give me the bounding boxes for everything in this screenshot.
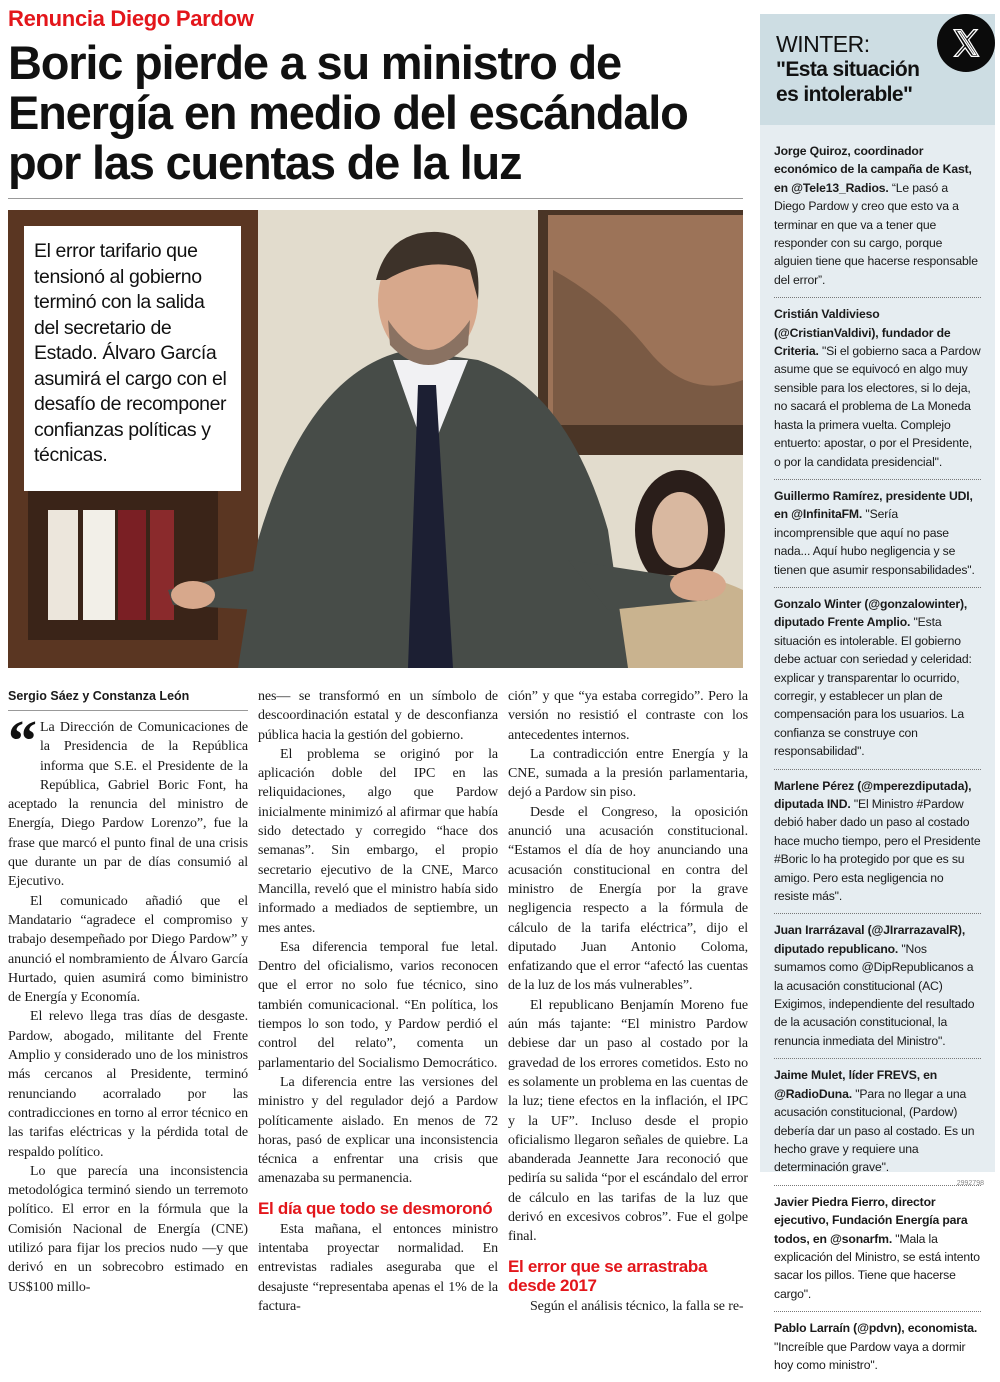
photo-caption: El error tarifario que tensionó al gobierno terminó con la salida del secretario de Estado. Álvaro García asumirá el cargo con el desafío de recomponer confianzas políticas y técnicas. [24, 226, 241, 491]
reaction-item [774, 1186, 981, 1312]
sidebar-header [760, 14, 995, 125]
reaction-quote: "Para no llegar a una acusación constitucional, (Pardow) debería dar un paso al costado. Es un hecho grave y requiere una determinación grave". [774, 1086, 975, 1175]
paragraph: La Dirección de Comunicaciones de la Presidencia de la República informa que S.E. el Presidente de la República, Gabriel Boric Font, ha aceptado la renuncia del ministro de Energía, Diego Pardow Lorenzo”, fue la frase que marcó el punto final de una crisis que durante un par de días consumió al Ejecutivo. [8, 720, 248, 890]
paragraph: nes— se transformó en un símbolo de descoordinación estatal y de desconfianza pública hacia la gestión del gobierno. [258, 689, 498, 743]
quote-mark-icon: “ [8, 708, 37, 773]
reaction-quote: "Mala la explicación del Ministro, se está intento sacar los pillos. Tiene que hacerse cargo". [774, 1231, 980, 1301]
reaction-author: Pablo Larraín (@pdvn), economista. [774, 1321, 978, 1336]
reaction-item [774, 298, 981, 480]
kicker: Renuncia Diego Pardow [8, 6, 254, 31]
reaction-quote: "El Ministro #Pardow debió haber dado un paso al costado hace mucho tiempo, pero el Presidente #Boric lo ha protegido por que es su amigo. Pero esta negligencia no resiste más". [774, 797, 981, 904]
paragraph: El relevo llega tras días de desgaste. Pardow, abogado, militante del Frente Amplio y considerado uno de los ministros más cercanos al Presidente, terminó renunciando acorralado por las contradicciones en torno al error técnico en las tarifas eléctricas y la pérdida total de respaldo político. [8, 1009, 248, 1160]
reaction-quote: "Sería incomprensible que aquí no pase nada... Aquí hubo negligencia y se tienen que asumir responsabilidades". [774, 507, 975, 577]
reaction-item [774, 770, 981, 915]
paragraph: El problema se originó por la aplicación doble del IPC en las reliquidaciones, algo que Pardow inicialmente minimizó al afirmar que había sido detectado y corregido “hace dos semanas”. Sin embargo, el propio secretario ejecutivo de la CNE, Marco Mancilla, reveló que el ministro había sido informado a mediados de septiembre, un mes antes. [258, 746, 498, 936]
page-code: 2992798 [956, 1180, 984, 1187]
sidebar-title-quote: "Esta situación es intolerable" [776, 58, 920, 106]
paragraph: Esta mañana, el entonces ministro intentaba proyectar normalidad. En entrevistas radiales aseguraba que el desajuste “representaba apenas el 1% de la factura- [258, 1221, 498, 1314]
paragraph: Desde el Congreso, la oposición anunció una acusación constitucional. “Estamos el día de hoy anunciando una acusación constitucional en contra del ministro de Energía por la grave negligencia respecto a la fórmula de cálculo de la tarifa eléctrica”, dijo el diputado Juan Antonio Coloma, enfatizando que el error “afectó las cuentas de la luz de los más vulnerables”. [508, 804, 748, 994]
reaction-quote: “Le pasó a Diego Pardow y creo que esto va a terminar en que va a tener que responder con su cargo, porque alguien tiene que hacerse responsable del error”. [774, 180, 978, 287]
reaction-author: Jaime Mulet, líder FREVS, en @RadioDuna. [774, 1068, 938, 1101]
article-column-1 [8, 708, 248, 1297]
reaction-quote: "Esta situación es intolerable. El gobierno debe actuar con seriedad y celeridad: explicar y transparentar lo ocurrido, corregir, y establecer un plan de compensación para los usuarios. La confianza se construye con responsabilidad". [774, 615, 972, 759]
subheading: El error que se arrastraba desde 2017 [508, 1256, 708, 1295]
reaction-author: Jorge Quiroz, coordinador económico de la campaña de Kast, en @Tele13_Radios. [774, 144, 972, 195]
reaction-author: Gonzalo Winter (@gonzalowinter), diputado Frente Amplio. [774, 596, 968, 630]
reaction-list [760, 125, 995, 1382]
article-column-3 [508, 687, 748, 1316]
reaction-author: Juan Irarrázaval (@JIrarrazavalR), diputado republicano. [774, 923, 966, 956]
reaction-quote: "Si el gobierno saca a Pardow asume que se equivocó en algo muy sensible para los electores, si lo deja, no sacará el problema de La Moneda hasta la primera vuelta. Complejo entuerto: apostar, o por el Presidente, o por la candidata presidencial". [774, 344, 981, 469]
divider [8, 198, 743, 199]
sidebar-title-name: WINTER: [776, 31, 870, 57]
reaction-author: Cristián Valdivieso (@CristianValdivi), fundador de Criteria. [774, 307, 951, 359]
headline: Boric pierde a su ministro de Energía en medio del escándalo por las cuentas de la luz [8, 36, 688, 189]
reaction-quote: "Nos sumamos como @DipRepublicanos a la acusación constitucional (AC) Exigimos, independiente del resultado de la acusación constitucional, la renuncia inmediata del Ministro". [774, 941, 975, 1048]
reaction-item [774, 1059, 981, 1185]
reaction-author: Javier Piedra Fierro, director ejecutivo, Fundación Energía para todos, en @sonarfm. [774, 1194, 968, 1246]
paragraph: La contradicción entre Energía y la CNE, sumada a la presión parlamentaria, dejó a Pardow sin piso. [508, 746, 748, 801]
reaction-item [774, 914, 981, 1059]
subheading: El día que todo se desmoronó [258, 1198, 493, 1218]
reaction-author: Marlene Pérez (@mperezdiputada), diputada IND. [774, 778, 972, 811]
paragraph: Según el análisis técnico, la falla se re- [530, 1298, 744, 1314]
x-logo-icon [937, 14, 995, 72]
paragraph: La diferencia entre las versiones del ministro y del regulador dejó a Pardow políticamente aislado. En menos de 72 horas, pasó de explicar una inconsistencia técnica a enfrentar una crisis que amenazaba su permanencia. [258, 1074, 498, 1187]
reaction-item [774, 480, 981, 588]
reaction-author: Guillermo Ramírez, presidente UDI, en @InfinitaFM. [774, 488, 973, 522]
byline: Sergio Sáez y Constanza León [8, 688, 248, 711]
article-photo [8, 210, 743, 668]
paragraph: Esa diferencia temporal fue letal. Dentro del oficialismo, varios reconocen que el error no solo fue técnico, sino también comunicacional. “En política, los tiempos lo son todo, y Pardow perdió el control del relato”, comenta un parlamentario del Socialismo Democrático. [258, 939, 498, 1071]
article-column-2 [258, 687, 498, 1316]
paragraph: El republicano Benjamín Moreno fue aún más tajante: “El ministro Pardow debiese dar un paso al costado por la gravedad de los errores cometidos. Esto no es solamente un problema en las cuentas de la luz; tiene efectos en la inflación, el IPC y la UF”. Incluso desde el propio oficialismo llegaron señales de quiebre. La abanderada Jeannette Jara reconoció que pediría su salida “por el escándalo del error de cálculo en las tarifas de la luz que derivó en excesivos cobros”. Fue el golpe final. [508, 997, 748, 1245]
reaction-item [774, 1312, 981, 1382]
reaction-item [774, 588, 981, 770]
paragraph: ción” y que “ya estaba corregido”. Pero la versión no resistió el contraste con los antecedentes internos. [508, 689, 748, 743]
paragraph: Lo que parecía una inconsistencia metodológica terminó siendo un terremoto político. El error en la fórmula que la Comisión Nacional de Energía (CNE) utilizó para fijar los precios nudo —y que derivó en un sobrecobro estimado en US$100 millo- [8, 1163, 248, 1295]
paragraph: El comunicado añadió que el Mandatario “agradece el compromiso y trabajo desempeñado por Diego Pardow” y anunció el nombramiento de Álvaro García Hurtado, quien asumirá como biministro de Energía y Economía. [8, 893, 248, 1006]
reaction-quote: "Increíble que Pardow vaya a dormir hoy como ministro". [774, 1339, 966, 1372]
reaction-item [774, 135, 981, 298]
